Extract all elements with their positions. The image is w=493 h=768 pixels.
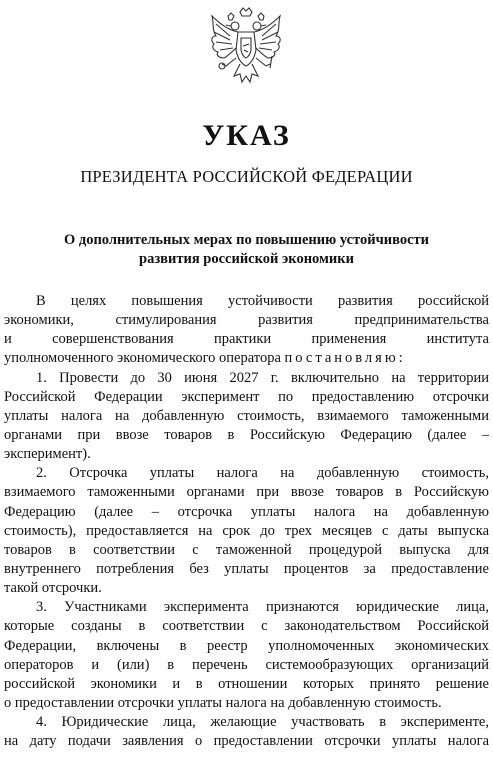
body-line: Федерации, включены в реестр уполномоченных экономических (4, 637, 489, 654)
body-line: взимаемого таможенными органами при ввозе товаров в Российскую (4, 484, 489, 501)
body-line: и совершенствования практики применения института (4, 331, 489, 348)
body-line: уплаты налога на добавленную стоимость, взимаемого таможенными (4, 407, 489, 424)
decree-subject (20, 231, 473, 269)
decree-body (4, 292, 489, 751)
document-issuer: ПРЕЗИДЕНТА РОССИЙСКОЙ ФЕДЕРАЦИИ (80, 167, 413, 186)
document-title: УКАЗ (202, 119, 291, 152)
body-line: операторов и (или) в перечень системообразующих организаций (4, 656, 489, 673)
decree-subject-line: О дополнительных мерах по повышению устойчивости (63, 232, 430, 248)
decree-word: постановляю: (284, 350, 406, 367)
body-line: о предоставлении отсрочки уплаты налога на добавленную стоимость. (4, 694, 442, 711)
body-line-text: уполномоченного экономического оператора (4, 350, 281, 367)
body-line: российской экономики и в отношении которых принято решение (4, 675, 489, 692)
body-line: Федерацию (далее – отсрочка уплаты налога на добавленную (4, 503, 489, 520)
body-line-with-decree-word (4, 349, 489, 368)
body-line: Российской Федерации эксперимент по предоставлению отсрочки (4, 388, 489, 405)
body-line: эксперимент). (4, 446, 91, 463)
body-line: стоимость), предоставляется на срок до трех месяцев с даты выпуска (4, 522, 489, 539)
body-line: которые созданы в соответствии с законодательством Российской (4, 618, 489, 635)
body-line: внутреннего потребления без уплаты процентов за предоставление (4, 560, 489, 577)
body-line: на дату подачи заявления о предоставлении отсрочки уплаты налога (4, 733, 489, 750)
body-line: В целях повышения устойчивости развития российской (36, 293, 489, 309)
body-line: 4. Юридические лица, желающие участвовать в эксперименте, (36, 714, 489, 731)
decree-subject-line: развития российской экономики (139, 251, 354, 267)
body-line: 3. Участниками эксперимента признаются юридические лица, (36, 599, 489, 616)
body-line: 2. Отсрочка уплаты налога на добавленную стоимость, (36, 465, 489, 482)
russian-coat-of-arms-icon (200, 6, 292, 96)
body-line: 1. Провести до 30 июня 2027 г. включительно на территории (36, 369, 489, 386)
body-line: такой отсрочки. (4, 580, 102, 597)
body-line: экономики, стимулирования развития предпринимательства (4, 312, 489, 329)
body-line: органами при ввозе товаров в Российскую Федерацию (далее – (4, 426, 489, 443)
body-line: товаров в соответствии с таможенной процедурой выпуска для (4, 541, 489, 558)
